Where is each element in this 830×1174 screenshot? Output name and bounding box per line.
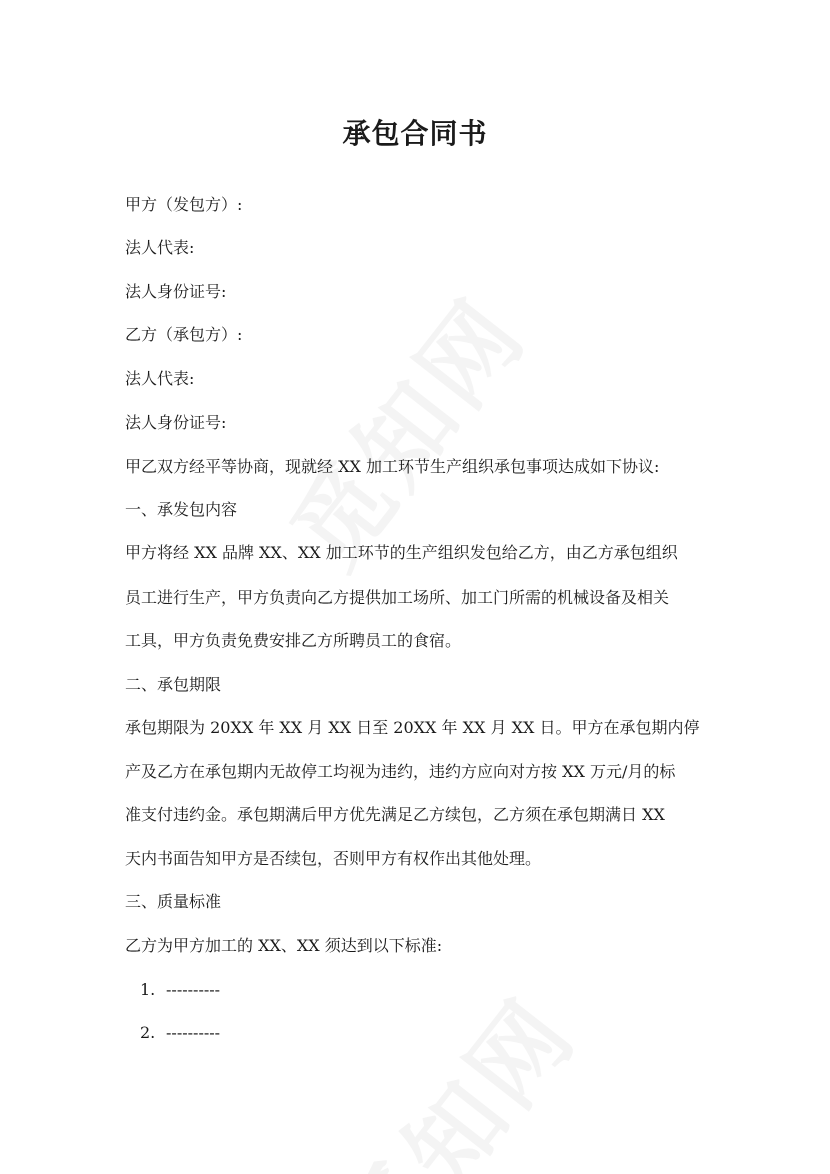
list-item-text: ---------- [166,980,221,999]
list-item-number: 1. [140,980,156,999]
section-1-line-3: 工具，甲方负责免费安排乙方所聘员工的食宿。 [125,631,462,650]
section-2-line-4: 天内书面告知甲方是否续包，否则甲方有权作出其他处理。 [125,849,542,868]
list-item [140,1022,220,1044]
list-item-text: ---------- [166,1023,221,1042]
section-1-line-1: 甲方将经 XX 品牌 XX、XX 加工环节的生产组织发包给乙方，由乙方承包组织 [125,543,678,562]
party-b-id-label: 法人身份证号: [125,413,227,432]
party-a-representative-label: 法人代表: [125,238,195,257]
section-2-line-3: 准支付违约金。承包期满后甲方优先满足乙方续包，乙方须在承包期满日 XX [125,805,665,824]
section-heading-3: 三、质量标准 [125,892,222,911]
agreement-intro: 甲乙双方经平等协商，现就经 XX 加工环节生产组织承包事项达成如下协议: [125,457,660,476]
party-b-label: 乙方（承包方）: [125,325,243,344]
list-item-number: 2. [140,1023,156,1042]
section-heading-1: 一、承发包内容 [125,500,238,519]
document-title: 承包合同书 [342,117,488,150]
section-1-line-2: 员工进行生产，甲方负责向乙方提供加工场所、加工门所需的机械设备及相关 [125,588,670,607]
watermark [305,966,601,1174]
list-item [140,979,220,1001]
party-a-label: 甲方（发包方）: [125,195,243,214]
section-2-line-1: 承包期限为 20XX 年 XX 月 XX 日至 20XX 年 XX 月 XX 日。甲方在承包期内停 [125,718,700,737]
party-b-representative-label: 法人代表: [125,369,195,388]
section-heading-2: 二、承包期限 [125,675,222,694]
party-a-id-label: 法人身份证号: [125,282,227,301]
section-2-line-2: 产及乙方在承包期内无故停工均视为违约，违约方应向对方按 XX 万元/月的标 [125,762,676,781]
section-3-line-1: 乙方为甲方加工的 XX、XX 须达到以下标准: [125,936,443,955]
